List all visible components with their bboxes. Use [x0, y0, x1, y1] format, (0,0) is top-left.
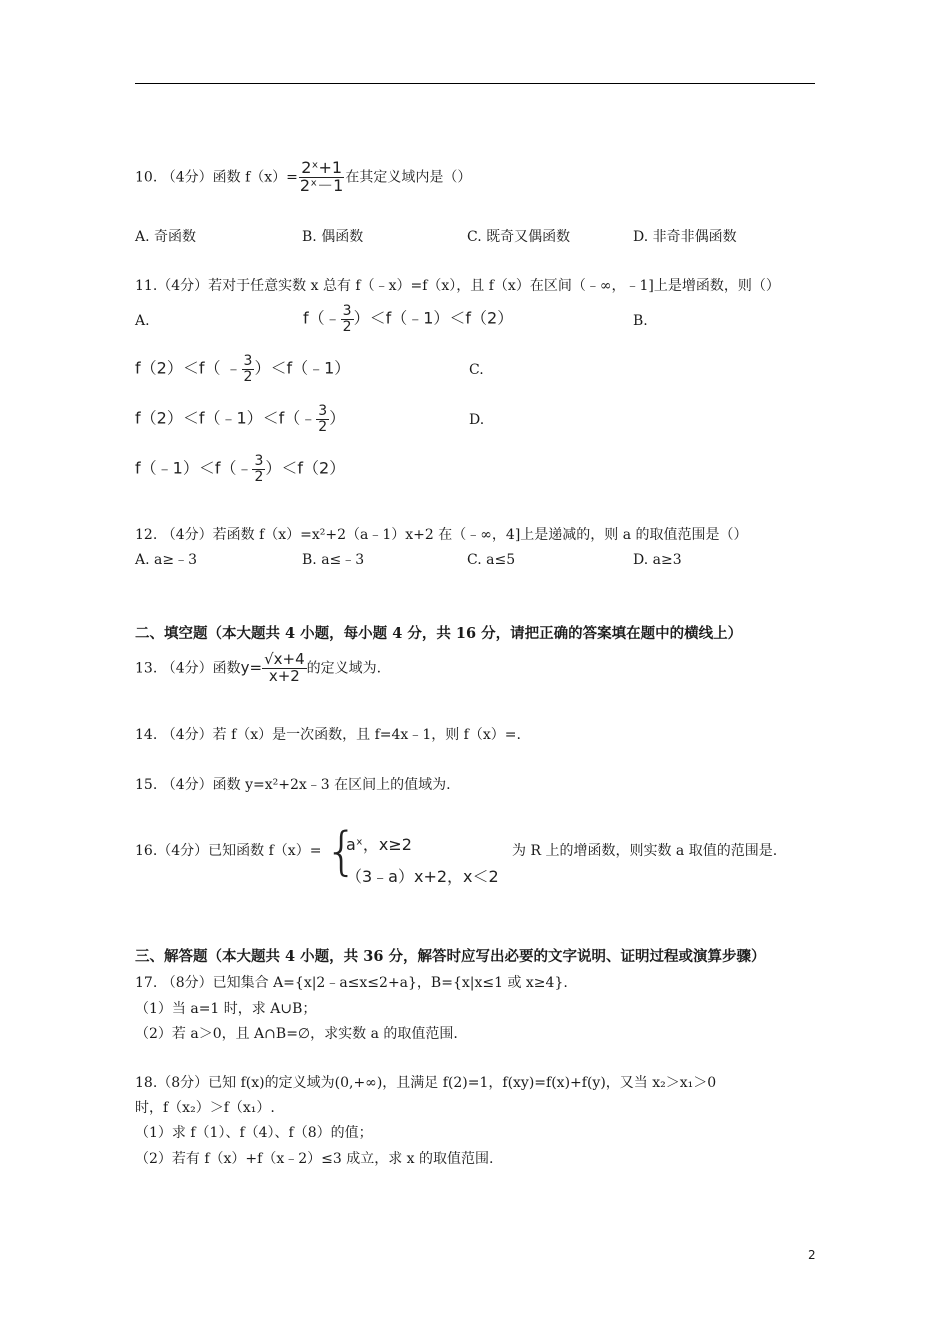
section-3-heading: 三、解答题（本大题共 4 小题，共 36 分，解答时应写出必要的文字说明、证明过程或演算步骤） — [135, 948, 766, 965]
q11-b-part1: f（2）＜f（ ﹣ — [135, 358, 242, 378]
q11-d-fraction — [252, 454, 265, 484]
section-2-heading: 二、填空题（本大题共 4 小题，每小题 4 分，共 16 分，请把正确的答案填在题中的横线上） — [135, 625, 743, 642]
q11-b-den: 2 — [243, 368, 253, 385]
q11-a-part1: f（﹣ — [303, 308, 341, 328]
q10-option-c: C. 既奇又偶函数 — [467, 229, 571, 245]
q10-numerator: 2ˣ+1 — [301, 158, 343, 177]
q11-b-num: 3 — [243, 353, 253, 369]
q10-option-d: D. 非奇非偶函数 — [633, 229, 737, 245]
q11-d-part1: f（﹣1）＜f（﹣ — [135, 458, 253, 478]
q12-option-a: A. a≥﹣3 — [135, 552, 197, 568]
q13-suffix: 的定义域为. — [306, 660, 382, 677]
q11-option-c — [135, 404, 345, 434]
q10-option-b: B. 偶函数 — [302, 229, 364, 245]
q11-label-c: C. — [469, 362, 484, 378]
q11-c-fraction — [316, 404, 329, 434]
q12-option-d: D. a≥3 — [633, 552, 682, 568]
q17-part-1: （1）当 a=1 时，求 A∪B； — [135, 1001, 317, 1017]
question-15: 15. （4分）函数 y=x²+2x﹣3 在区间上的值域为. — [135, 777, 451, 793]
q11-c-part2: ） — [329, 408, 346, 428]
q18-line-2: 时，f（x₂）＞f（x₁）. — [135, 1100, 275, 1116]
q11-stem: 11.（4分）若对于任意实数 x 总有 f（﹣x）=f（x），且 f（x）在区间（﹣∞，﹣1]上是增函数，则（） — [135, 278, 780, 294]
q11-label-a: A. — [135, 313, 150, 329]
q12-option-c: C. a≤5 — [467, 552, 516, 568]
q11-a-num: 3 — [342, 303, 352, 319]
q10-prefix: 10. （4分）函数 f（x）= — [135, 169, 298, 186]
q10-fraction — [298, 160, 345, 195]
q13-numerator: √x+4 — [264, 650, 305, 668]
page-number: 2 — [808, 1248, 816, 1262]
q11-b-fraction — [242, 354, 255, 384]
q16-case-1: aˣ，x≥2 — [346, 835, 412, 854]
q13-fraction — [262, 652, 307, 685]
q11-d-den: 2 — [254, 468, 264, 485]
question-14: 14. （4分）若 f（x）是一次函数，且 f=4x﹣1，则 f（x）=. — [135, 727, 521, 743]
q10-option-a: A. 奇函数 — [135, 229, 197, 245]
q12-stem: 12. （4分）若函数 f（x）=x²+2（a﹣1）x+2 在（﹣∞，4]上是递减的，则 a 的取值范围是（） — [135, 527, 748, 543]
q11-b-part2: ）＜f（﹣1） — [254, 358, 351, 378]
q11-d-part2: ）＜f（2） — [265, 458, 346, 478]
header-rule — [135, 83, 815, 84]
q11-label-d: D. — [469, 412, 485, 428]
question-10 — [135, 160, 471, 195]
q16-case-2: （3﹣a）x+2，x＜2 — [346, 867, 499, 886]
q11-a-den: 2 — [342, 318, 352, 335]
q17-stem: 17. （8分）已知集合 A={x|2﹣a≤x≤2+a}，B={x|x≤1 或 x≥4}. — [135, 975, 568, 991]
q13-prefix: 13. （4分）函数 — [135, 660, 241, 677]
q18-part-2: （2）若有 f（x）+f（x﹣2）≤3 成立，求 x 的取值范围. — [135, 1151, 494, 1167]
q18-stem: 18.（8分）已知 f(x)的定义域为(0,+∞)，且满足 f(2)=1，f(xy)=f(x)+f(y)，又当 x₂＞x₁＞0 — [135, 1075, 717, 1091]
q12-option-b: B. a≤﹣3 — [302, 552, 365, 568]
q11-option-b — [135, 354, 350, 384]
q11-option-d — [135, 454, 345, 484]
q16-suffix: 为 R 上的增函数，则实数 a 取值的范围是. — [512, 843, 778, 859]
q11-d-num: 3 — [254, 453, 264, 469]
q11-a-part2: ）＜f（﹣1）＜f（2） — [353, 308, 514, 328]
q11-c-part1: f（2）＜f（﹣1）＜f（﹣ — [135, 408, 317, 428]
q16-brace: { — [325, 822, 359, 882]
q10-suffix: 在其定义域内是（） — [345, 169, 472, 186]
q13-denominator: x+2 — [268, 666, 300, 685]
q11-a-fraction — [341, 304, 354, 334]
q11-c-den: 2 — [318, 418, 328, 435]
question-13 — [135, 652, 381, 685]
q13-y: y= — [240, 658, 263, 677]
q16-prefix: 16.（4分）已知函数 f（x）= — [135, 843, 322, 859]
q17-part-2: （2）若 a＞0，且 A∩B=∅，求实数 a 的取值范围. — [135, 1026, 458, 1042]
q11-option-a — [303, 304, 513, 334]
q18-part-1: （1）求 f（1）、f（4）、f（8）的值； — [135, 1125, 373, 1141]
q11-label-b: B. — [633, 313, 648, 329]
q11-c-num: 3 — [318, 403, 328, 419]
q10-denominator: 2ˣ－1 — [299, 175, 344, 195]
